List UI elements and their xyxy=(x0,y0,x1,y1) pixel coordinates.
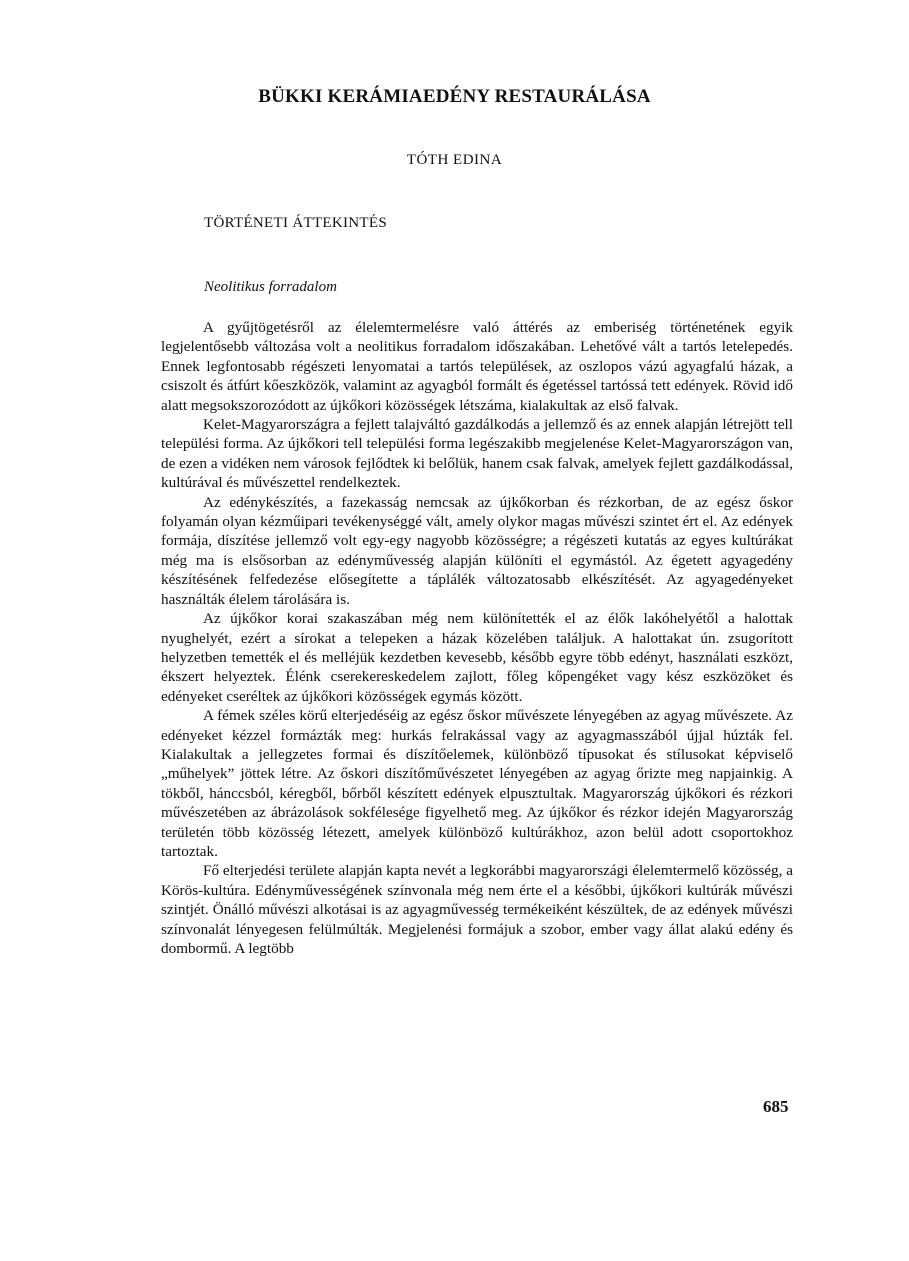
paragraph: A fémek széles körű elterjedéséig az egész őskor művészete lényegében az agyag művészete. Az edényeket kézzel formázták meg: hurkás felrakással vagy az agyagmasszából újjal húzták fel. Kialakultak a jellegzetes formai és díszítőelemek, különböző típusokat és stílusokat képviselő „műhelyek” jöttek létre. Az őskori díszítőművészetet lényegében az agyag őrizte meg napjainkig. A tökből, hánccsból, kéregből, bőrből készített edények elpusztultak. Magyarország újkőkori és rézkori művészetében az ábrázolások sokfélesége figyelhető meg. Az újkőkor és rézkor idején Magyarország területén több közösség létezett, amelyek különböző kultúrákhoz, azon belül adott csoportokhoz tartoztak. xyxy=(161,707,793,860)
paragraph: Kelet-Magyarországra a fejlett talajváltó gazdálkodás a jellemző és az ennek alapján létrejött tell települési forma. Az újkőkori tell települési forma legészakibb megjelenése Kelet-Magyarországon van, de ezen a vidéken nem városok fejlődtek ki belőlük, hanem csak falvak, amelyek fejlett gazdálkodással, kultúrával és művészettel rendelkeztek. xyxy=(161,416,793,492)
paragraph: Az edénykészítés, a fazekasság nemcsak az újkőkorban és rézkorban, de az egész őskor folyamán olyan kézműipari tevékenységgé vált, amely olykor magas művészi szintet ért el. Az edények formája, díszítése jellemző volt egy-egy nagyobb közösségre; a régészeti kutatás az egyes kultúrákat még ma is elsősorban az edényművesség alapján különíti el egymástól. Az égetett agyagedény készítésének felfedezése elősegítette a táplálék változatosabb elkészítését. Az agyagedényeket használták élelem tárolására is. xyxy=(161,493,793,608)
article-title: BÜKKI KERÁMIAEDÉNY RESTAURÁLÁSA xyxy=(258,86,651,107)
body-text xyxy=(161,318,793,958)
author-name: TÓTH EDINA xyxy=(406,152,503,168)
paragraph: Fő elterjedési területe alapján kapta nevét a legkorábbi magyarországi élelemtermelő közösség, a Körös-kultúra. Edényművességének színvonala még nem érte el a későbbi, újkőkori kultúrák művészi szintjét. Önálló művészi alkotásai is az agyagművesség termékeiként készültek, de az edények művészi színvonalát lényegesen felülmúlták. Megjelenési formájuk a szobor, ember vagy állat alakú edény és dombormű. A legtöbb xyxy=(161,862,793,957)
subsection-heading: Neolitikus forradalom xyxy=(204,279,337,295)
section-heading: TÖRTÉNETI ÁTTEKINTÉS xyxy=(204,215,387,231)
paragraph: Az újkőkor korai szakaszában még nem különítették el az élők lakóhelyétől a halottak nyughelyét, ezért a sírokat a telepeken a házak közelében találjuk. A halottakat ún. zsugorított helyzetben temették el és melléjük kezdetben kevesebb, később egyre több edényt, használati eszközt, ékszert helyeztek. Élénk cserekereskedelem zajlott, főleg kőpengéket vagy kész eszközöket és edényeket cseréltek az újkőkori közösségek egymás között. xyxy=(161,610,793,705)
paragraph: A gyűjtögetésről az élelemtermelésre való áttérés az emberiség történetének egyik legjelentősebb változása volt a neolitikus forradalom időszakában. Lehetővé vált a tartós letelepedés. Ennek legfontosabb régészeti lenyomatai a tartós települések, az oszlopos vázú agyagfalú házak, a csiszolt és átfúrt kőeszközök, valamint az agyagból formált és égetéssel tartóssá tett edények. Rövid idő alatt megsokszorozódott az újkőkori közösségek létszáma, kialakultak az első falvak. xyxy=(161,319,793,414)
page-number: 685 xyxy=(763,1097,789,1116)
